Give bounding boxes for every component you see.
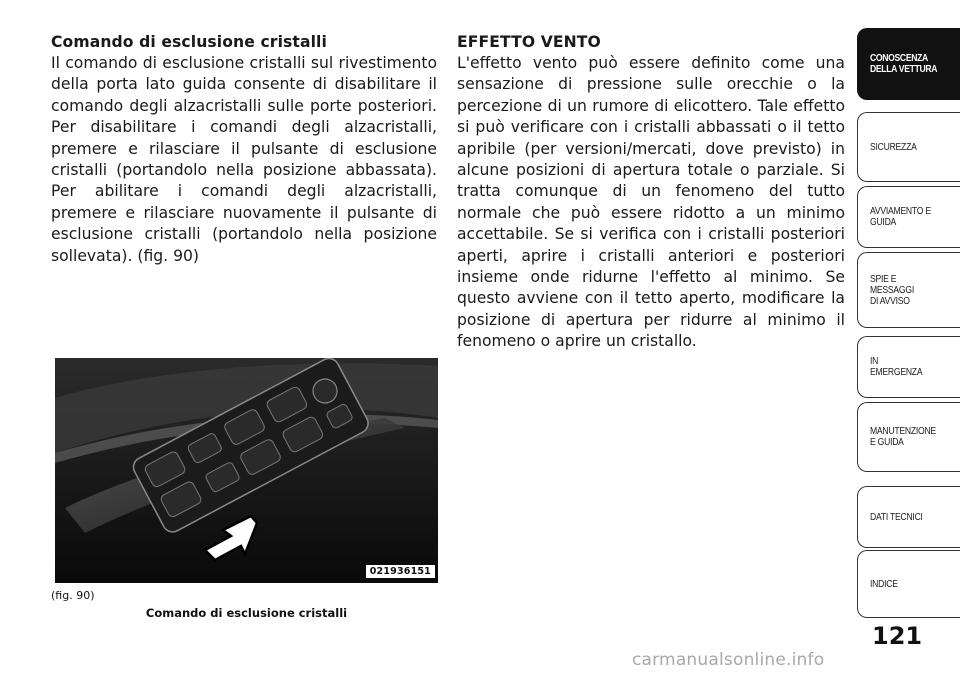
figure-window-switch-photo [55,358,438,583]
left-column [51,32,437,267]
tab-label: SPIE E MESSAGGI DI AVVISO [870,272,914,307]
section-heading-window-lockout: Comando di esclusione cristalli [51,33,327,51]
watermark: carmanualsonline.info [632,650,825,670]
figure-code: 021936151 [366,565,435,578]
tab-avviamento-e-guida[interactable] [857,186,960,248]
tab-sicurezza[interactable] [857,112,960,182]
tab-conoscenza-della-vettura[interactable] [857,28,960,100]
tab-label: MANUTENZIONE E GUIDA [870,425,936,448]
page-number: 121 [872,622,923,650]
tab-label: AVVIAMENTO E GUIDA [870,205,931,228]
tab-manutenzione[interactable] [857,402,960,472]
tab-in-emergenza[interactable] [857,336,960,398]
section-heading-wind-effect: EFFETTO VENTO [457,33,601,51]
section-body-window-lockout: Il comando di esclusione cristalli sul rivestimento della porta lato guida consente di disabilitare il comando degli alzacristalli sulle porte posteriori. Per disabilitare i comandi degli alzacristalli, premere e rilasciare il pulsante di esclusione cristalli (portandolo nella posizione abbassata). Per abilitare i comandi degli alzacristalli, premere e rilasciare nuovamente il pulsante di esclusione cristalli (portandolo nella posizione sollevata). (fig. 90) [51,54,437,265]
tab-label: IN EMERGENZA [870,355,923,378]
tab-dati-tecnici[interactable] [857,486,960,548]
tab-label: CONOSCENZA DELLA VETTURA [870,52,938,75]
right-column [457,32,845,353]
tab-label: INDICE [870,577,898,590]
door-panel-illustration [55,358,438,583]
tab-label: SICUREZZA [870,140,917,153]
figure-reference: (fig. 90) [51,589,95,602]
tab-indice[interactable] [857,550,960,618]
tab-label: DATI TECNICI [870,510,923,523]
figure-caption: Comando di esclusione cristalli [145,606,348,620]
tab-spie-e-messaggi[interactable] [857,252,960,328]
section-body-wind-effect: L'effetto vento può essere definito come una sensazione di pressione sulle orecchie o la percezione di un rumore di elicottero. Tale effetto si può verificare con i cristalli abbassati o il tetto apribile (per versioni/mercati, dove previsto) in alcune posizioni di apertura totale o parziale. Si tratta comunque di un fenomeno del tutto normale che può essere ridotto a un minimo accettabile. Se si verifica con i cristalli posteriori aperti, aprire i cristalli anteriori e posteriori insieme onde ridurne l'effetto al minimo. Se questo avviene con il tetto aperto, modificare la posizione di apertura per ridurre al minimo il fenomeno o aprire un cristallo. [457,54,845,351]
